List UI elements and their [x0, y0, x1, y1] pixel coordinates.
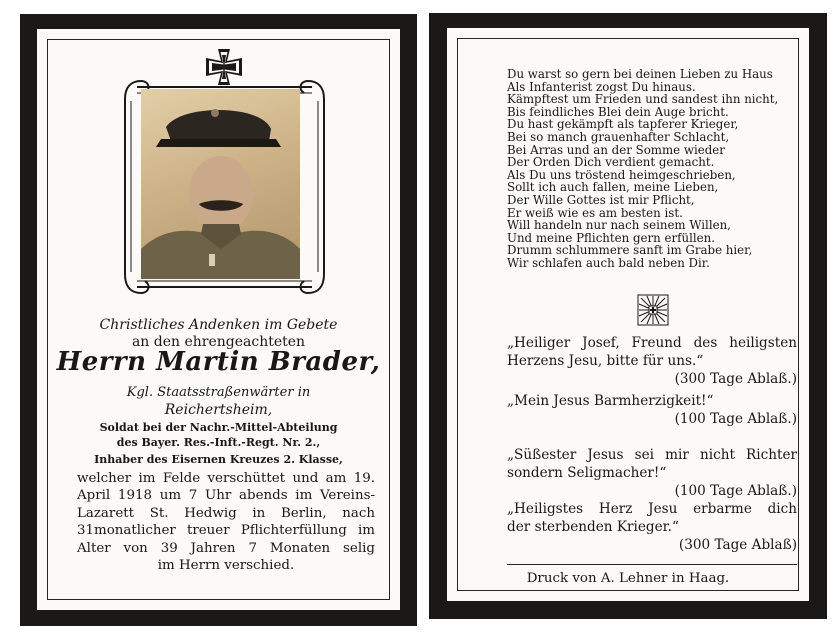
details-line: Alter von 39 Jahren 7 Monaten selig	[77, 540, 375, 556]
poem-line: Du warst so gern bei deinen Lieben zu Haus	[507, 67, 773, 81]
iron-cross-icon	[204, 47, 244, 87]
occupation: Kgl. Staatsstraßenwärter in	[126, 385, 311, 400]
poem-line: Will handeln nur nach seinem Willen,	[507, 218, 731, 233]
unit-line-2: des Bayer. Res.-Inft.-Regt. Nr. 2.,	[116, 436, 321, 449]
right-card-paper	[447, 28, 809, 601]
heading-line-1: Christliches Andenken im Gebete	[99, 317, 338, 333]
details-line: im Herrn verschied.	[157, 558, 295, 574]
hometown: Reichertsheim,	[164, 402, 273, 418]
prayer-2	[507, 392, 797, 428]
prayer-1	[507, 334, 797, 388]
poem-line: Sollt ich auch fallen, meine Lieben,	[507, 180, 719, 195]
prayer-line: sondern Seligmacher!“	[507, 465, 667, 481]
poem-line: Der Wille Gottes ist mir Pflicht,	[507, 192, 695, 207]
cross-emblem-icon	[637, 294, 669, 326]
poem-line: Bis feindliches Blei dein Auge bricht.	[507, 104, 729, 119]
prayer-line: „Heiligstes Herz Jesu erbarme dich	[507, 501, 797, 517]
poem-line: Drumm schlummere sanft im Grabe hier,	[507, 243, 753, 258]
indulgence-note: (300 Tage Ablaß)	[678, 537, 797, 553]
prayer-line: der sterbenden Krieger.“	[507, 519, 679, 535]
prayer-line: Herzens Jesu, bitte für uns.“	[507, 353, 704, 369]
poem-line: Bei so manch grauenhafter Schlacht,	[507, 129, 730, 144]
prayer-line: „Heiliger Josef, Freund des heiligsten	[507, 335, 797, 351]
details-line: 31monatlicher treuer Pflichterfüllung im	[77, 523, 375, 539]
portrait-frame	[117, 59, 332, 299]
poem-line: Und meine Pflichten gern erfüllen.	[507, 230, 715, 245]
indulgence-note: (100 Tage Ablaß.)	[674, 411, 797, 427]
indulgence-note: (300 Tage Ablaß.)	[674, 371, 797, 387]
left-card-paper	[37, 29, 400, 610]
prayer-3	[507, 446, 797, 500]
poem-line: Als Infanterist zogst Du hinaus.	[507, 79, 696, 94]
prayer-line: „Mein Jesus Barmherzigkeit!“	[507, 393, 714, 409]
printer-credit: Druck von A. Lehner in Haag.	[526, 571, 730, 586]
right-card	[429, 13, 827, 619]
left-card	[20, 14, 417, 626]
poem-line: Er weiß wie es am besten ist.	[507, 205, 683, 220]
award-line: Inhaber des Eisernen Kreuzes 2. Klasse,	[94, 453, 343, 466]
deceased-name: Herrn Martin Brader,	[56, 347, 381, 377]
poem-line: Als Du uns tröstend heimgeschrieben,	[507, 167, 736, 182]
indulgence-note: (100 Tage Ablaß.)	[674, 483, 797, 499]
heading-line-2: an den ehrengeachteten	[131, 334, 306, 350]
unit-line-1: Soldat bei der Nachr.-Mittel-Abteilung	[99, 421, 338, 434]
soldier-portrait-photo	[141, 89, 300, 279]
poem-line: Wir schlafen auch bald neben Dir.	[507, 255, 710, 270]
poem-line: Der Orden Dich verdient gemacht.	[507, 155, 715, 170]
memorial-poem	[507, 68, 778, 270]
prayer-4	[507, 500, 797, 554]
prayer-line: „Süßester Jesus sei mir nicht Richter	[507, 447, 797, 463]
poem-line: Du hast gekämpft als tapferer Krieger,	[507, 117, 739, 132]
details-line: April 1918 um 7 Uhr abends im Vereins-	[77, 488, 375, 504]
details-line: welcher im Felde verschüttet und am 19.	[77, 471, 375, 486]
poem-line: Bei Arras und an der Somme wieder	[507, 142, 725, 157]
details-line: Lazarett St. Hedwig in Berlin, nach	[77, 505, 375, 521]
poem-line: Kämpftest um Frieden und sandest ihn nicht,	[507, 92, 779, 107]
death-details	[77, 470, 375, 574]
divider	[507, 564, 797, 565]
